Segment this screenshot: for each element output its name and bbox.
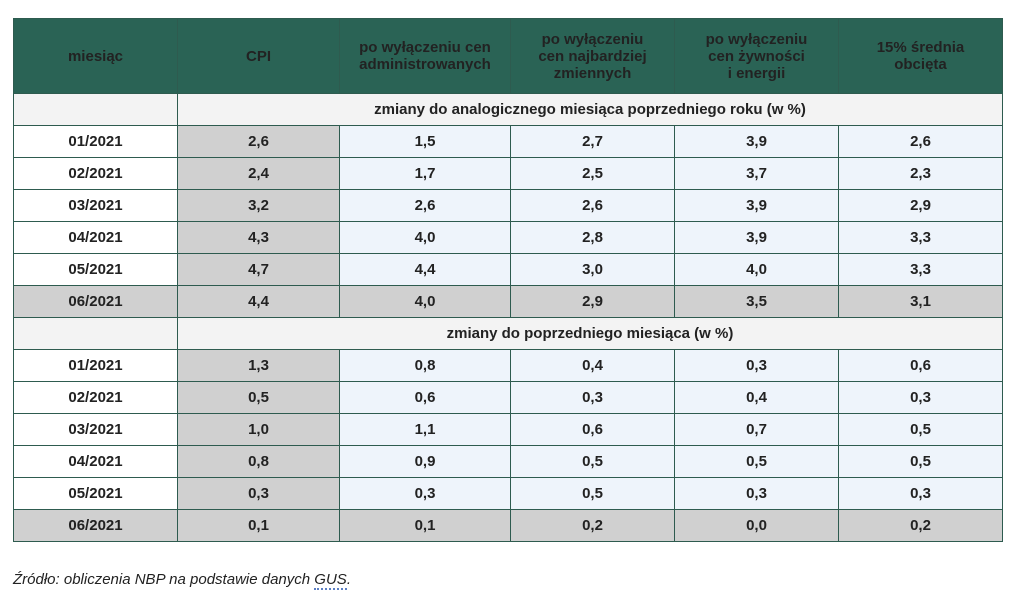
table-row [14, 478, 1003, 510]
trimmed-mean-cell: 3,3 [839, 254, 1003, 286]
table-row [14, 350, 1003, 382]
month-cell: 03/2021 [14, 414, 178, 446]
excl-administered-cell: 0,1 [340, 510, 511, 542]
excl-food-energy-cell: 4,0 [675, 254, 839, 286]
header-excl-food-energy [675, 19, 839, 94]
month-cell: 05/2021 [14, 478, 178, 510]
header-month: miesiąc [14, 19, 178, 94]
header-excl-administered-line1: po wyłączeniu cen [359, 39, 491, 56]
trimmed-mean-cell: 3,1 [839, 286, 1003, 318]
header-excl-food-energy-line1: po wyłączeniu [705, 30, 808, 48]
section-header-yoy [14, 94, 1003, 126]
excl-food-energy-cell: 3,7 [675, 158, 839, 190]
header-excl-food-energy-line2: cen żywności [708, 47, 805, 65]
table-row [14, 446, 1003, 478]
header-row [14, 19, 1003, 94]
section-header-spacer [14, 94, 178, 126]
month-cell: 05/2021 [14, 254, 178, 286]
table-row [14, 222, 1003, 254]
header-excl-volatile-line2: cen najbardziej [538, 47, 647, 65]
excl-administered-cell: 1,5 [340, 126, 511, 158]
month-cell: 04/2021 [14, 222, 178, 254]
excl-administered-cell: 4,4 [340, 254, 511, 286]
trimmed-mean-cell: 0,5 [839, 446, 1003, 478]
excl-administered-cell: 1,7 [340, 158, 511, 190]
month-cell: 03/2021 [14, 190, 178, 222]
excl-administered-cell: 4,0 [340, 222, 511, 254]
table-row [14, 254, 1003, 286]
cpi-cell: 2,4 [178, 158, 340, 190]
excl-volatile-cell: 0,6 [511, 414, 675, 446]
month-cell: 04/2021 [14, 446, 178, 478]
section-header-mom [14, 318, 1003, 350]
excl-volatile-cell: 0,3 [511, 382, 675, 414]
excl-volatile-cell: 0,2 [511, 510, 675, 542]
cpi-cell: 4,7 [178, 254, 340, 286]
header-cpi: CPI [178, 19, 340, 94]
trimmed-mean-cell: 3,3 [839, 222, 1003, 254]
excl-administered-cell: 1,1 [340, 414, 511, 446]
trimmed-mean-cell: 2,3 [839, 158, 1003, 190]
excl-volatile-cell: 3,0 [511, 254, 675, 286]
excl-volatile-cell: 2,7 [511, 126, 675, 158]
month-cell: 06/2021 [14, 286, 178, 318]
excl-administered-cell: 0,6 [340, 382, 511, 414]
source-note [13, 571, 351, 588]
excl-food-energy-cell: 0,3 [675, 478, 839, 510]
table-row-latest [14, 510, 1003, 542]
excl-food-energy-cell: 0,5 [675, 446, 839, 478]
excl-volatile-cell: 2,9 [511, 286, 675, 318]
header-trimmed-mean-line2: obcięta [894, 56, 947, 73]
month-cell: 02/2021 [14, 158, 178, 190]
cpi-cell: 3,2 [178, 190, 340, 222]
month-cell: 06/2021 [14, 510, 178, 542]
trimmed-mean-cell: 2,9 [839, 190, 1003, 222]
trimmed-mean-cell: 0,5 [839, 414, 1003, 446]
excl-administered-cell: 4,0 [340, 286, 511, 318]
excl-administered-cell: 0,8 [340, 350, 511, 382]
trimmed-mean-cell: 0,2 [839, 510, 1003, 542]
header-trimmed-mean-line1: 15% średnia [876, 39, 965, 56]
header-trimmed-mean [839, 19, 1003, 94]
trimmed-mean-cell: 0,6 [839, 350, 1003, 382]
excl-volatile-cell: 2,6 [511, 190, 675, 222]
cpi-cell: 0,8 [178, 446, 340, 478]
table-row [14, 190, 1003, 222]
header-excl-administered-line2: administrowanych [359, 56, 491, 73]
excl-food-energy-cell: 3,9 [675, 222, 839, 254]
cpi-cell: 0,1 [178, 510, 340, 542]
cpi-cell: 4,4 [178, 286, 340, 318]
excl-food-energy-cell: 0,3 [675, 350, 839, 382]
excl-administered-cell: 0,9 [340, 446, 511, 478]
table-row [14, 158, 1003, 190]
cpi-cell: 0,5 [178, 382, 340, 414]
month-cell: 01/2021 [14, 126, 178, 158]
cpi-cell: 1,0 [178, 414, 340, 446]
excl-administered-cell: 2,6 [340, 190, 511, 222]
excl-volatile-cell: 0,5 [511, 478, 675, 510]
table-row-latest [14, 286, 1003, 318]
inflation-table [13, 18, 1003, 542]
header-excl-administered [340, 19, 511, 94]
cpi-cell: 2,6 [178, 126, 340, 158]
cpi-cell: 0,3 [178, 478, 340, 510]
section-title-yoy: zmiany do analogicznego miesiąca poprzedniego roku (w %) [178, 94, 1003, 126]
trimmed-mean-cell: 0,3 [839, 478, 1003, 510]
excl-volatile-cell: 0,5 [511, 446, 675, 478]
excl-food-energy-cell: 0,4 [675, 382, 839, 414]
excl-food-energy-cell: 3,9 [675, 190, 839, 222]
table-row [14, 126, 1003, 158]
section-title-mom: zmiany do poprzedniego miesiąca (w %) [178, 318, 1003, 350]
header-excl-volatile-line3: zmiennych [553, 64, 632, 82]
excl-food-energy-cell: 0,0 [675, 510, 839, 542]
cpi-cell: 4,3 [178, 222, 340, 254]
section-header-spacer [14, 318, 178, 350]
excl-volatile-cell: 2,8 [511, 222, 675, 254]
source-suffix: . [346, 571, 351, 588]
source-text: Źródło: obliczenia NBP na podstawie danych [13, 571, 315, 588]
trimmed-mean-cell: 2,6 [839, 126, 1003, 158]
excl-volatile-cell: 2,5 [511, 158, 675, 190]
cpi-cell: 1,3 [178, 350, 340, 382]
table-row [14, 382, 1003, 414]
month-cell: 02/2021 [14, 382, 178, 414]
header-excl-volatile-line1: po wyłączeniu [541, 30, 644, 48]
month-cell: 01/2021 [14, 350, 178, 382]
table-row [14, 414, 1003, 446]
excl-food-energy-cell: 3,5 [675, 286, 839, 318]
excl-food-energy-cell: 3,9 [675, 126, 839, 158]
header-excl-volatile [511, 19, 675, 94]
header-excl-food-energy-line3: i energii [727, 64, 786, 82]
excl-administered-cell: 0,3 [340, 478, 511, 510]
trimmed-mean-cell: 0,3 [839, 382, 1003, 414]
excl-volatile-cell: 0,4 [511, 350, 675, 382]
source-link-gus[interactable]: GUS [314, 571, 347, 588]
excl-food-energy-cell: 0,7 [675, 414, 839, 446]
